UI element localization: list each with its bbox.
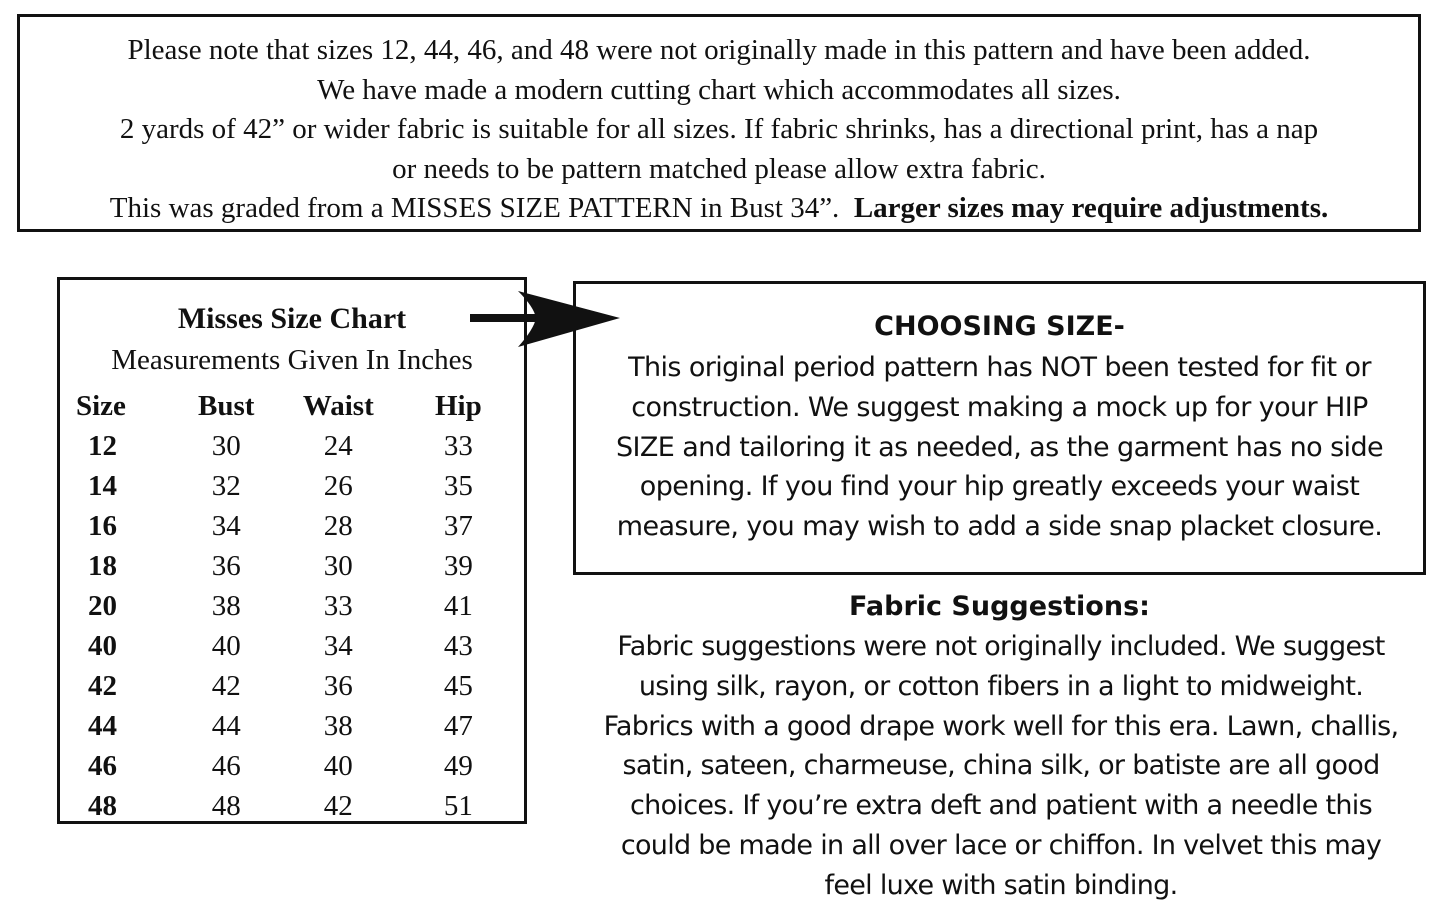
cell-hip: 37	[443, 510, 473, 542]
choosing-size-box	[573, 281, 1426, 575]
size-chart-box	[57, 277, 527, 824]
fabric-line: feel luxe with satin binding.	[824, 869, 1178, 901]
cell-waist: 38	[323, 710, 353, 742]
note-graded-text: This was graded from a MISSES SIZE PATTERN in Bust 34”.	[109, 192, 840, 224]
cell-bust: 48	[211, 790, 241, 822]
cell-bust: 42	[211, 670, 241, 702]
header-bust: Bust	[197, 390, 255, 422]
cell-size: 16	[88, 510, 117, 542]
cell-hip: 33	[443, 430, 473, 462]
cell-bust: 32	[211, 470, 241, 502]
cell-waist: 40	[323, 750, 353, 782]
choosing-size-line: opening. If you find your hip greatly exceeds your waist	[639, 471, 1360, 503]
cell-hip: 43	[443, 630, 473, 662]
note-line-last	[20, 189, 1418, 229]
note-line: We have made a modern cutting chart which accommodates all sizes.	[317, 73, 1121, 106]
cell-size: 40	[88, 630, 117, 662]
cell-hip: 45	[443, 670, 473, 702]
fabric-line: Fabric suggestions were not originally included. We suggest	[617, 631, 1385, 662]
sizing-note-box	[17, 14, 1421, 232]
choosing-size-line: construction. We suggest making a mock up for your HIP	[631, 391, 1368, 423]
cell-bust: 38	[211, 590, 241, 622]
cell-bust: 34	[211, 510, 241, 542]
header-waist: Waist	[302, 390, 374, 422]
cell-hip: 41	[443, 590, 473, 622]
table-row	[72, 786, 524, 826]
table-row	[72, 706, 524, 746]
fabric-suggestions-title: Fabric Suggestions:	[849, 591, 1150, 622]
cell-waist: 34	[323, 630, 353, 662]
fabric-line: Fabrics with a good drape work well for this era. Lawn, challis,	[603, 710, 1399, 742]
cell-hip: 35	[443, 470, 473, 502]
cell-waist: 24	[323, 430, 353, 462]
table-row	[72, 506, 524, 546]
table-row	[72, 666, 524, 706]
fabric-line: choices. If you’re extra deft and patient with a needle this	[630, 790, 1372, 822]
choosing-size-title: CHOOSING SIZE-	[874, 311, 1125, 342]
note-line: 2 yards of 42” or wider fabric is suitable for all sizes. If fabric shrinks, has a directional print, has a nap	[119, 113, 1319, 145]
table-header-row	[72, 386, 524, 426]
choosing-size-line: This original period pattern has NOT been tested for fit or	[628, 352, 1371, 383]
cell-bust: 44	[211, 710, 241, 742]
cell-hip: 39	[443, 550, 473, 582]
choosing-size-body	[576, 348, 1423, 547]
header-hip: Hip	[435, 390, 482, 422]
cell-bust: 36	[211, 550, 241, 582]
fabric-line: could be made in all over lace or chiffon. In velvet this may	[620, 829, 1382, 861]
table-row	[72, 426, 524, 466]
cell-waist: 30	[323, 550, 353, 582]
cell-waist: 42	[323, 790, 353, 822]
header-size: Size	[76, 390, 126, 422]
choosing-size-line: measure, you may wish to add a side snap placket closure.	[616, 511, 1383, 543]
cell-waist: 36	[323, 670, 353, 702]
table-row	[72, 626, 524, 666]
cell-size: 14	[88, 470, 117, 502]
choosing-size-line: SIZE and tailoring it as needed, as the garment has no side	[616, 431, 1383, 463]
size-chart-title: Misses Size Chart	[177, 302, 407, 335]
cell-hip: 47	[443, 710, 473, 742]
cell-bust: 46	[211, 750, 241, 782]
cell-size: 42	[88, 670, 117, 702]
cell-size: 44	[88, 710, 117, 742]
table-row	[72, 746, 524, 786]
cell-bust: 40	[211, 630, 241, 662]
table-row	[72, 466, 524, 506]
cell-waist: 33	[323, 590, 353, 622]
cell-waist: 26	[323, 470, 353, 502]
fabric-line: satin, sateen, charmeuse, china silk, or batiste are all good	[622, 750, 1380, 782]
cell-waist: 28	[323, 510, 353, 542]
table-row	[72, 546, 524, 586]
cell-size: 20	[88, 590, 117, 622]
table-row	[72, 586, 524, 626]
cell-size: 48	[88, 790, 117, 822]
fabric-suggestions-body	[573, 627, 1429, 906]
fabric-line: using silk, rayon, or cotton fibers in a light to midweight.	[638, 670, 1364, 702]
cell-size: 18	[88, 550, 117, 582]
size-table	[72, 386, 524, 826]
size-chart-subtitle: Measurements Given In Inches	[111, 344, 473, 376]
cell-hip: 49	[443, 750, 473, 782]
cell-size: 12	[88, 430, 117, 462]
cell-hip: 51	[443, 790, 473, 822]
cell-size: 46	[88, 750, 117, 782]
note-warning-text: Larger sizes may require adjustments.	[853, 192, 1329, 224]
note-line: Please note that sizes 12, 44, 46, and 48 were not originally made in this pattern and have been added.	[127, 34, 1311, 66]
cell-bust: 30	[211, 430, 241, 462]
note-line: or needs to be pattern matched please allow extra fabric.	[392, 152, 1046, 185]
